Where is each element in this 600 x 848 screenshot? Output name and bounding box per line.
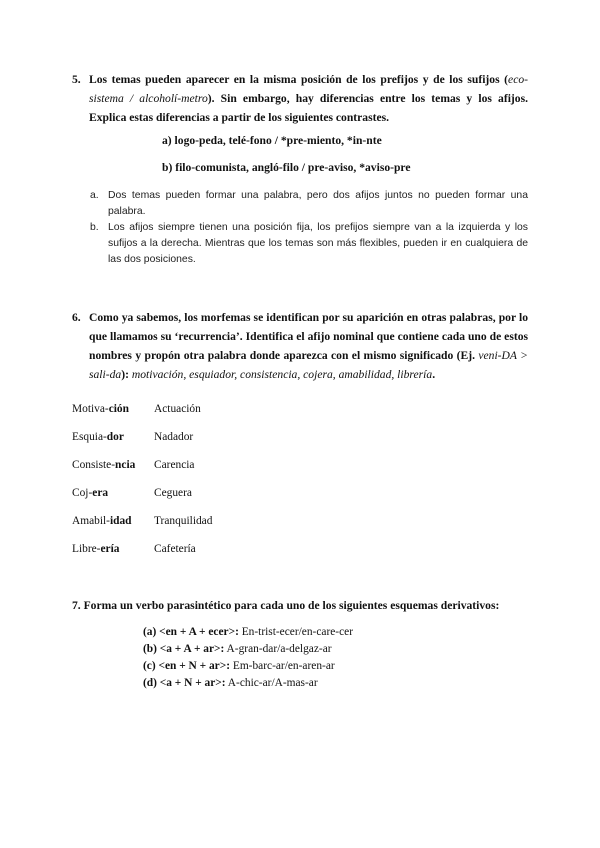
question-text: Los temas pueden aparecer en la misma posición de los prefijos y de los sufijos (eco-sistema / alcoholí-metro). Sin embargo, hay diferencias entre los temas y los afijos. Explica estas diferencias a partir de los siguientes contrastes. xyxy=(89,73,528,124)
scheme-item xyxy=(143,658,335,675)
question-number: 6. xyxy=(72,311,81,324)
question-7: 7. Forma un verbo parasintético para cada uno de los siguientes esquemas derivativos: xyxy=(72,599,500,612)
table-row xyxy=(72,429,193,445)
table-row xyxy=(72,513,212,529)
word: Esquia-dor xyxy=(72,431,124,443)
affix: idad xyxy=(109,515,132,527)
word: Coj-era xyxy=(72,487,109,499)
affix: ería xyxy=(100,543,120,555)
scheme-item xyxy=(143,641,332,658)
scheme-label: (c) <en + N + ar>: xyxy=(143,660,231,672)
other-word: Ceguera xyxy=(154,487,192,499)
other-word: Tranquilidad xyxy=(154,515,213,527)
word: Libre-ería xyxy=(72,543,120,555)
answer-marker: b. xyxy=(90,222,99,233)
scheme-answer: En-trist-ecer/en-care-cer xyxy=(238,626,353,638)
other-word: Cafetería xyxy=(154,543,196,555)
answer-text: Los afijos siempre tienen una posición fija, los prefijos siempre van a la izquierda y los sufijos a la derecha. Mientras que los temas son más flexibles, pueden ir en cualquiera de las dos posiciones. xyxy=(108,222,528,265)
table-row xyxy=(72,401,201,417)
scheme-label: (a) <en + A + ecer>: xyxy=(143,626,239,638)
answer-item xyxy=(90,188,528,220)
word: Consiste-ncia xyxy=(72,459,136,471)
scheme-answer: A-gran-dar/a-delgaz-ar xyxy=(224,643,332,655)
question-number: 5. xyxy=(72,73,81,86)
answer-item xyxy=(90,220,528,268)
example: veni-DA > sali-da xyxy=(89,349,528,381)
table-row xyxy=(72,457,194,473)
affix: era xyxy=(92,487,109,499)
word: Amabil-idad xyxy=(72,515,132,527)
scheme-item xyxy=(143,624,353,641)
affix: ción xyxy=(108,403,129,415)
scheme-label: (d) <a + N + ar>: xyxy=(143,677,226,689)
other-word: Carencia xyxy=(154,459,195,471)
table-row xyxy=(72,541,196,557)
other-word: Actuación xyxy=(154,403,201,415)
scheme-answer: Em-barc-ar/en-aren-ar xyxy=(230,660,335,672)
question-6 xyxy=(72,308,528,384)
word: Motiva-ción xyxy=(72,403,129,415)
answer-text: Dos temas pueden formar una palabra, pero dos afijos juntos no pueden formar una palabra. xyxy=(108,190,528,217)
affix: dor xyxy=(106,431,124,443)
answer-marker: a. xyxy=(90,190,99,201)
table-row xyxy=(72,485,192,501)
question-5 xyxy=(72,70,528,127)
other-word: Nadador xyxy=(154,431,194,443)
scheme-label: (b) <a + A + ar>: xyxy=(143,643,225,655)
example: eco-sistema / alcoholí-metro xyxy=(89,73,528,105)
word-list: motivación, esquiador, consistencia, cojera, amabilidad, librería xyxy=(131,368,433,381)
question-text: Como ya sabemos, los morfemas se identifican por su aparición en otras palabras, por lo que llamamos su ‘recurrencia’. Identifica el afijo nominal que contiene cada uno de estos nombres y propón otra palabra donde aparezca con el mismo significado (Ej. veni-DA > sali-da): motivación, esquiador, consistencia, cojera, amabilidad, librería. xyxy=(89,311,528,381)
contrast-a: a) logo-peda, telé-fono / *pre-miento, *in-nte xyxy=(162,134,382,147)
scheme-answer: A-chic-ar/A-mas-ar xyxy=(225,677,318,689)
scheme-item xyxy=(143,675,318,692)
affix: ncia xyxy=(115,459,136,471)
contrast-b: b) filo-comunista, angló-filo / pre-aviso, *aviso-pre xyxy=(162,161,411,174)
